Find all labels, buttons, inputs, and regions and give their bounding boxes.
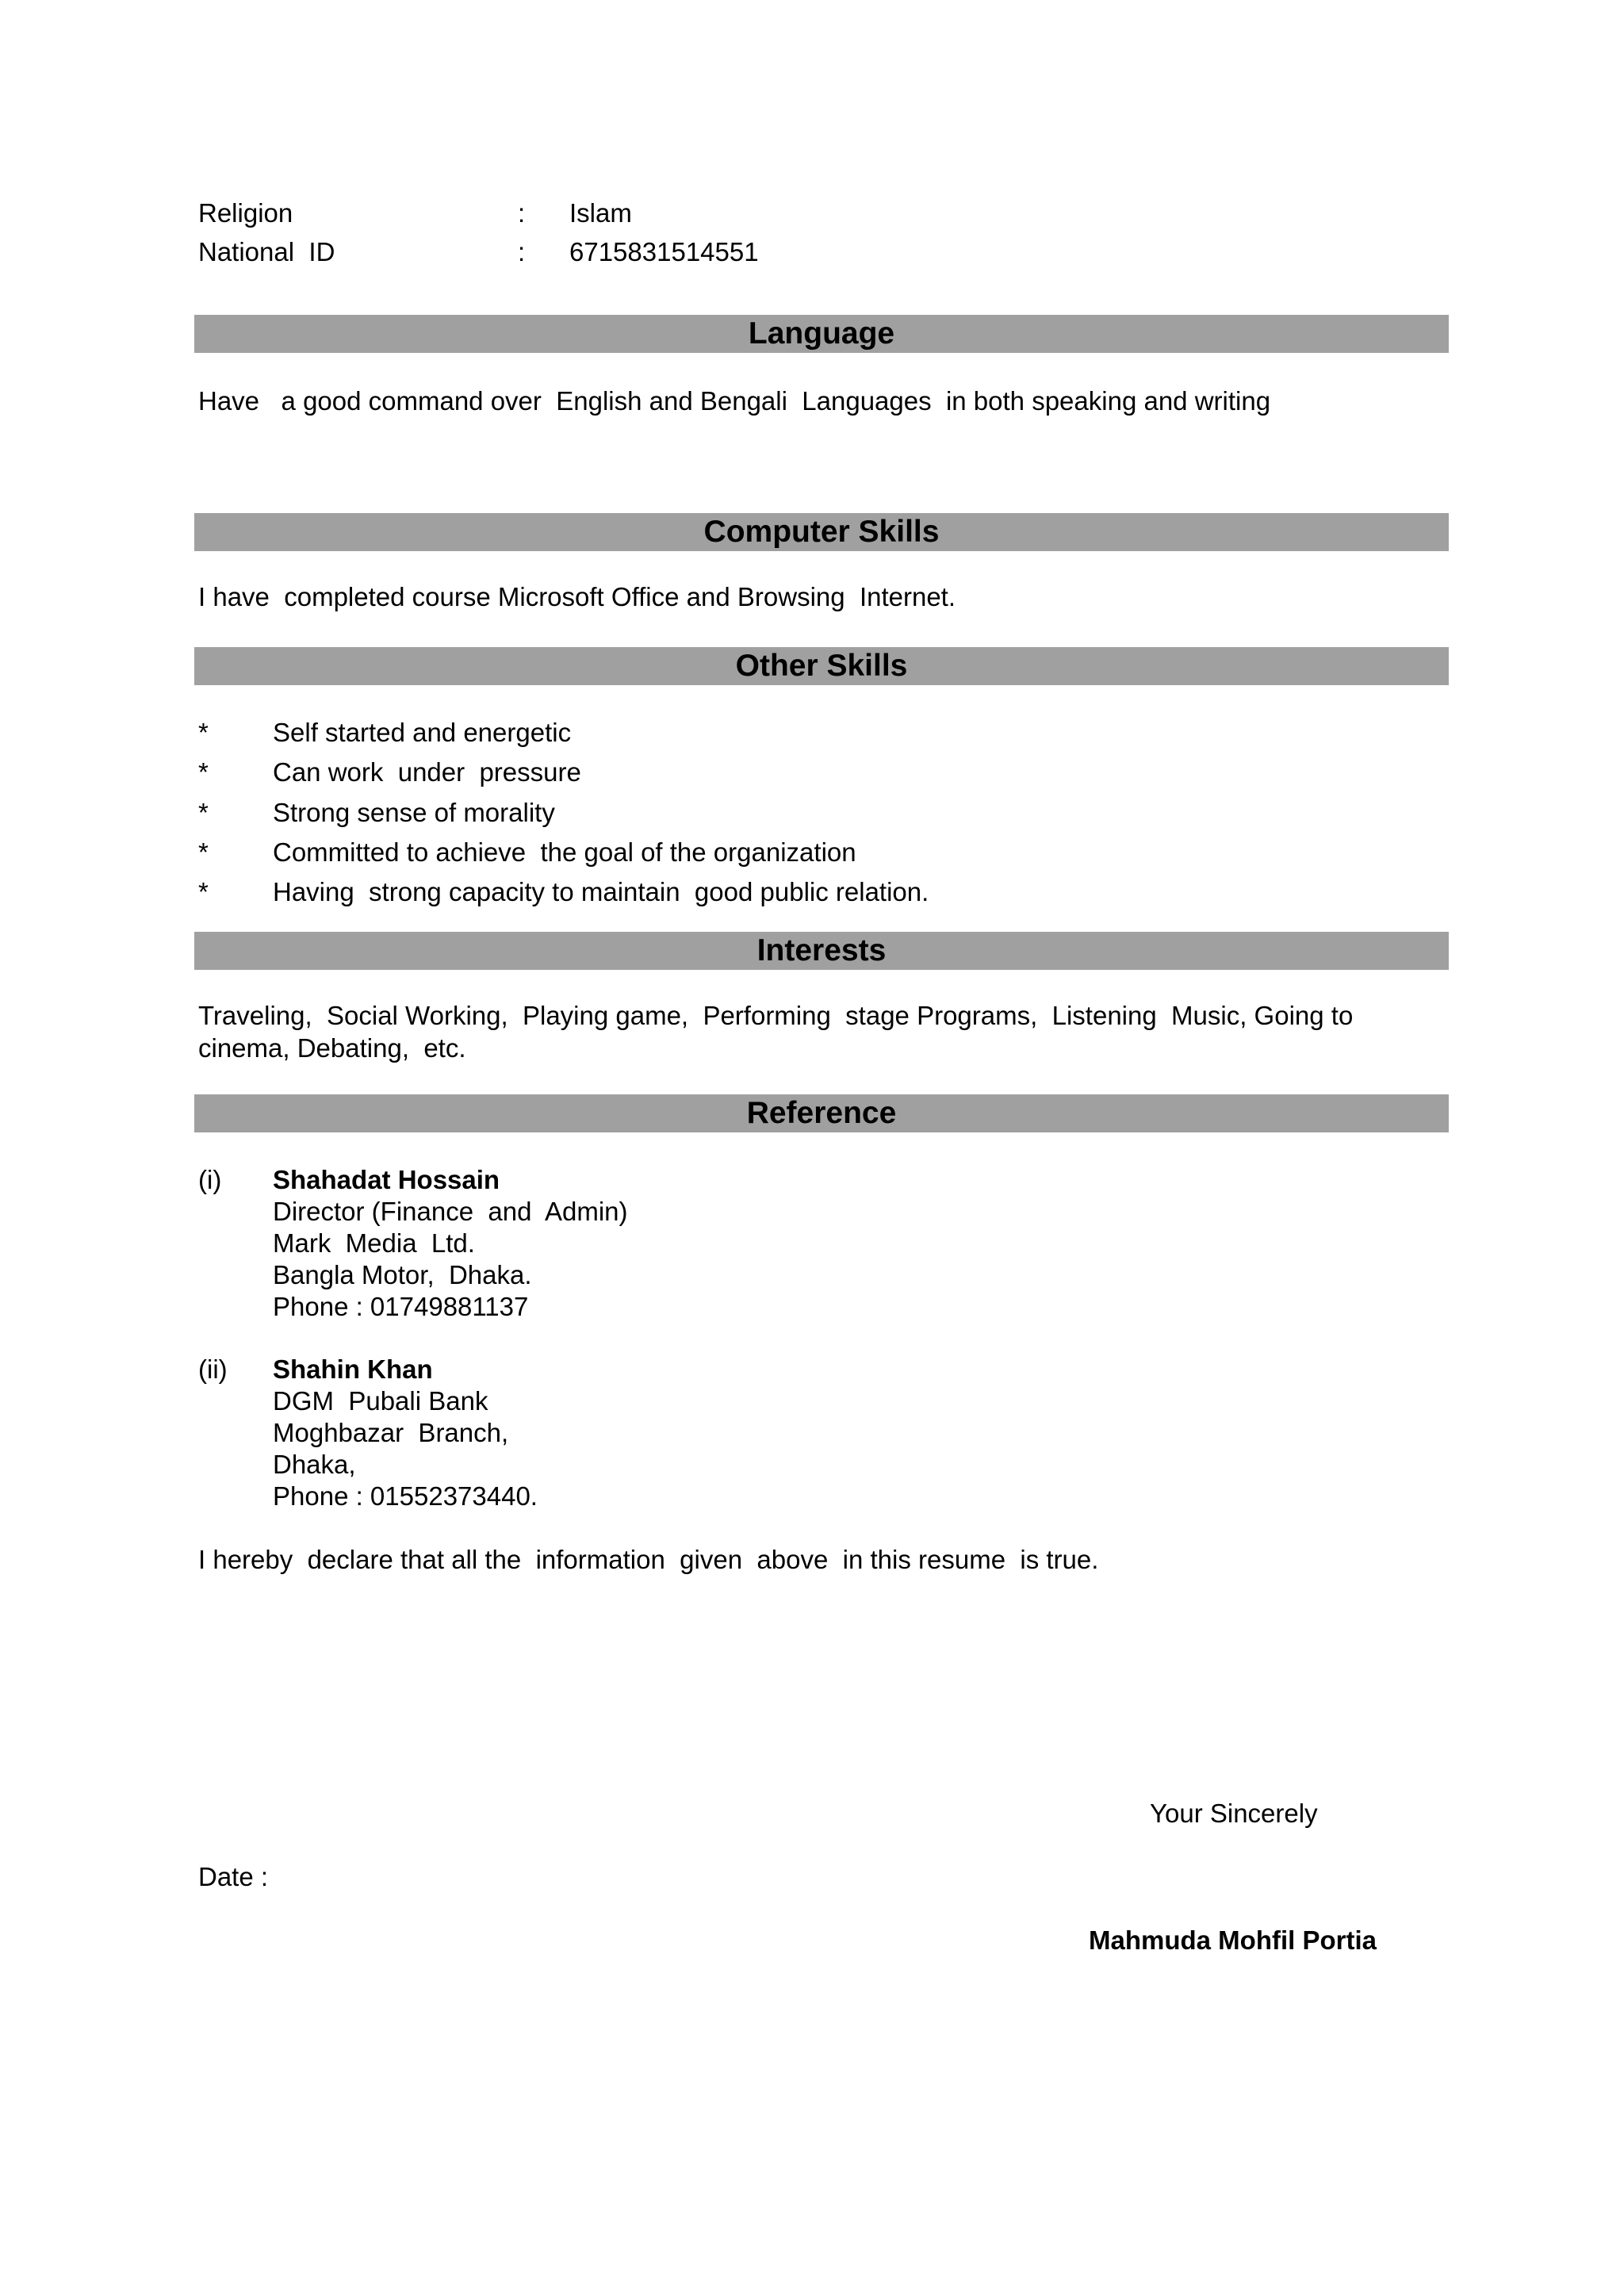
religion-value: Islam: [569, 198, 632, 228]
national-id-label: National ID: [198, 237, 335, 266]
language-heading: Language: [194, 315, 1449, 353]
bullet-marker: *: [198, 877, 209, 906]
national-id-value: 6715831514551: [569, 237, 759, 266]
reference-line: Dhaka,: [273, 1450, 356, 1479]
skill-text: Strong sense of morality: [273, 798, 555, 827]
reference-line: Mark Media Ltd.: [273, 1228, 475, 1258]
closing-text: Your Sincerely: [1150, 1799, 1318, 1828]
reference-line: Moghbazar Branch,: [273, 1418, 509, 1447]
date-label: Date :: [198, 1862, 269, 1891]
declaration-text: I hereby declare that all the information given above in this resume is true.: [198, 1545, 1099, 1574]
signature-name: Mahmuda Mohfil Portia: [1089, 1925, 1377, 1955]
bullet-marker: *: [198, 837, 209, 867]
interests-line: cinema, Debating, etc.: [198, 1033, 466, 1063]
religion-row: [198, 197, 1443, 229]
bullet-marker: *: [198, 757, 209, 787]
national-id-separator: :: [518, 237, 526, 266]
reference-phone: Phone : 01749881137: [273, 1292, 529, 1321]
skill-text: Committed to achieve the goal of the organization: [273, 837, 856, 867]
skill-text: Can work under pressure: [273, 757, 581, 787]
skill-text: Having strong capacity to maintain good public relation.: [273, 877, 929, 906]
reference-line: Bangla Motor, Dhaka.: [273, 1260, 532, 1289]
skill-text: Self started and energetic: [273, 718, 572, 747]
other-skills-heading: Other Skills: [194, 647, 1449, 685]
religion-separator: :: [518, 198, 526, 228]
reference-line: DGM Pubali Bank: [273, 1386, 488, 1416]
reference-name: Shahadat Hossain: [273, 1165, 500, 1194]
interests-heading: Interests: [194, 932, 1449, 970]
bullet-marker: *: [198, 798, 209, 827]
skill-item: [198, 797, 1388, 829]
interests-line: Traveling, Social Working, Playing game, Performing stage Programs, Listening Music, Going to: [198, 1001, 1354, 1030]
religion-label: Religion: [198, 198, 293, 228]
national-id-row: [198, 236, 1443, 268]
reference-heading: Reference: [194, 1094, 1449, 1132]
reference-name: Shahin Khan: [273, 1354, 433, 1384]
reference-number: (i): [198, 1165, 222, 1194]
skill-item: [198, 717, 1388, 749]
language-text: Have a good command over English and Bengali Languages in both speaking and writing: [198, 386, 1271, 416]
skill-item: [198, 876, 1388, 908]
skill-item: [198, 757, 1388, 788]
reference-number: (ii): [198, 1354, 228, 1384]
computer-skills-text: I have completed course Microsoft Office and Browsing Internet.: [198, 582, 956, 611]
skill-item: [198, 837, 1388, 868]
reference-line: Director (Finance and Admin): [273, 1197, 628, 1226]
bullet-marker: *: [198, 718, 209, 747]
reference-phone: Phone : 01552373440.: [273, 1481, 538, 1511]
computer-skills-heading: Computer Skills: [194, 513, 1449, 551]
